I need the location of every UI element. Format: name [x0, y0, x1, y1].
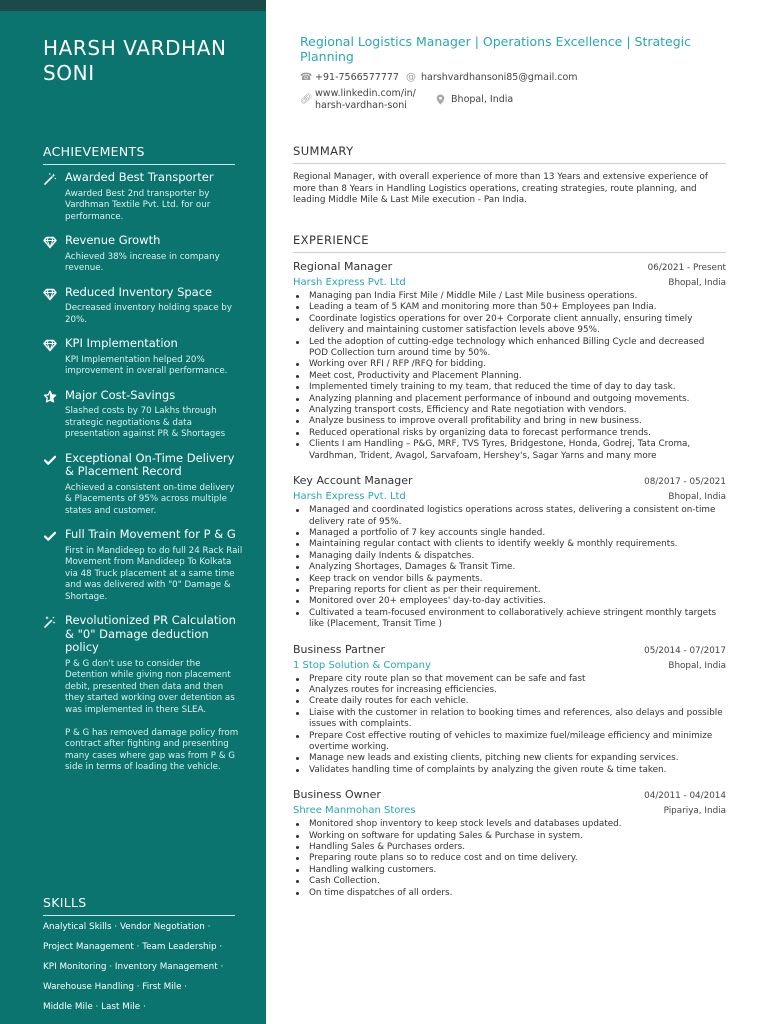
job-bullet: Analyzes routes for increasing efficiencies.: [293, 685, 726, 696]
contact-email[interactable]: [406, 72, 578, 84]
achievements-heading: ACHIEVEMENTS: [43, 144, 235, 165]
job-bullet: Working over RFI / RFP /RFQ for bidding.: [293, 359, 726, 370]
check-icon: [43, 453, 57, 467]
achievement-title: KPI Implementation: [65, 336, 178, 350]
phone-icon: ☎: [300, 72, 313, 83]
achievement-description: Awarded Best 2nd transporter by Vardhman Textile Pvt. Ltd. for our performance.: [65, 188, 211, 222]
job-bullet: Analyzing planning and placement performance of inbound and outgoing movements.: [293, 394, 726, 405]
job-bullet: Handling Sales & Purchases orders.: [293, 842, 726, 853]
job-bullet: Prepare city route plan so that movement can be safe and fast: [293, 674, 726, 685]
job-company: Harsh Express Pvt. Ltd: [293, 491, 406, 503]
contact-location: [436, 94, 513, 109]
magic-icon: [43, 615, 57, 629]
achievement-item: [43, 389, 243, 441]
job-bullet: Managed and coordinated logistics operations across states, delivering a consistent on-time delivery rate of 95%.: [293, 505, 726, 528]
job-bullet: Monitored over 20+ employees' day-to-day activities.: [293, 596, 726, 607]
job-bullet: Managing pan India First Mile / Middle Mile / Last Mile business operations.: [293, 291, 726, 302]
job-dates: 04/2011 - 04/2014: [644, 791, 726, 802]
job-bullet: Validates handling time of complaints by analyzing the given route & time taken.: [293, 765, 726, 776]
skill-row: Analytical Skills · Vendor Negotiation ·: [43, 922, 211, 932]
contact-phone[interactable]: [300, 72, 399, 84]
location-pin-icon: [436, 94, 448, 109]
job-location: Bhopal, India: [668, 492, 726, 503]
job-bullet: Managed a portfolio of 7 key accounts single handed.: [293, 528, 726, 539]
experience-entry: [293, 788, 726, 899]
job-title: Regional Manager: [293, 260, 393, 273]
job-bullet: Keep track on vendor bills & payments.: [293, 574, 726, 585]
job-bullet: Cash Collection.: [293, 876, 726, 887]
link-icon: 🔗︎: [300, 94, 313, 105]
job-bullet: Coordinate logistics operations for over 20+ Corporate client annually, ensuring timely delivery and maintaining customer satisfaction levels above 95%.: [293, 314, 726, 337]
diamond-icon: [43, 235, 57, 249]
phone-text: +91-7566577777: [315, 72, 399, 83]
job-bullet: On time dispatches of all orders.: [293, 888, 726, 899]
sidebar-top-bar: [0, 0, 266, 11]
achievement-description: P & G don't use to consider the Detention while giving non placement debit, presented then data and then they started working over detention as was implemented in there SLEA. P & G has removed damage policy from contract after fighting and presenting many cases where gap was from P & G side in terms of loading the vehicle.: [65, 658, 239, 772]
job-bullets: [293, 505, 726, 630]
job-bullet: Meet cost, Productivity and Placement Planning.: [293, 371, 726, 382]
achievement-description: Decreased inventory holding space by 20%.: [65, 303, 232, 325]
skills-heading: SKILLS: [43, 895, 235, 916]
summary-heading: SUMMARY: [293, 144, 726, 164]
job-bullet: Analyzing Shortages, Damages & Transit Time.: [293, 562, 726, 573]
achievement-title: Revolutionized PR Calculation & "0" Damage deduction policy: [65, 613, 236, 654]
job-bullet: Managing daily Indents & dispatches.: [293, 551, 726, 562]
experience-heading: EXPERIENCE: [293, 233, 726, 253]
job-dates: 06/2021 - Present: [647, 263, 726, 273]
job-bullet: Liaise with the customer in relation to booking times and references, also delays and possible issues with complaints.: [293, 708, 726, 731]
job-title: Business Partner: [293, 642, 385, 656]
candidate-name: HARSH VARDHAN SONI: [43, 36, 227, 85]
skill-row: Middle Mile · Last Mile ·: [43, 1002, 146, 1012]
job-bullets: [293, 819, 726, 899]
job-title: Business Owner: [293, 788, 381, 802]
achievement-description: Achieved 38% increase in company revenue.: [65, 251, 220, 273]
achievement-item: [43, 337, 243, 378]
achievement-item: [43, 234, 243, 275]
linkedin-text: www.linkedin.com/in/ harsh-vardhan-soni: [315, 88, 416, 111]
achievement-item: [43, 614, 243, 774]
job-bullet: Monitored shop inventory to keep stock levels and databases updated.: [293, 819, 726, 830]
contact-linkedin[interactable]: [300, 88, 416, 112]
job-dates: 08/2017 - 05/2021: [644, 477, 726, 488]
achievement-description: First in Mandideep to do full 24 Rack Rail Movement from Mandideep To Kolkata via 48 Truck placement at a same time and was delivered with "0" Damage & Shortage.: [65, 545, 243, 602]
achievement-title: Major Cost-Savings: [65, 387, 176, 402]
job-bullet: Manage new leads and existing clients, pitching new clients for expanding services.: [293, 753, 726, 764]
job-bullet: Preparing reports for client as per their requirement.: [293, 585, 726, 596]
check-icon: [43, 529, 57, 543]
achievement-item: [43, 171, 243, 223]
achievements-list: [43, 171, 243, 785]
achievement-item: [43, 452, 243, 518]
job-location: Bhopal, India: [668, 278, 726, 288]
job-location: Pipariya, India: [663, 806, 726, 817]
job-bullet: Reduced operational risks by organizing data to forecast performance trends.: [293, 428, 726, 439]
job-company: 1 Stop Solution & Company: [293, 659, 431, 671]
skill-row: KPI Monitoring · Inventory Management ·: [43, 962, 224, 972]
job-bullet: Handling walking customers.: [293, 865, 726, 876]
achievement-title: Awarded Best Transporter: [65, 170, 214, 184]
job-bullet: Analyzing transport costs, Efficiency and Rate negotiation with vendors.: [293, 405, 726, 416]
achievement-title: Revenue Growth: [65, 233, 161, 247]
job-bullet: Leading a team of 5 KAM and monitoring more than 50+ Employees pan India.: [293, 302, 726, 313]
experience-list: [293, 260, 726, 911]
at-icon: @: [406, 72, 416, 83]
achievement-description: Achieved a consistent on-time delivery & Placements of 95% across multiple states and customer.: [65, 482, 235, 516]
headline: Regional Logistics Manager | Operations Excellence | Strategic Planning: [300, 34, 692, 64]
job-bullet: Maintaining regular contact with clients to identify weekly & monthly requirements.: [293, 539, 726, 550]
achievement-title: Reduced Inventory Space: [65, 284, 213, 299]
skill-row: Warehouse Handling · First Mile ·: [43, 982, 188, 992]
skill-row: Project Management · Team Leadership ·: [43, 942, 223, 952]
job-bullet: Implemented timely training to my team, that reduced the time of day to day task.: [293, 382, 726, 393]
wand-icon: [43, 172, 57, 186]
job-bullet: Preparing route plans so to reduce cost and on time delivery.: [293, 853, 726, 864]
job-bullet: Clients I am Handling – P&G, MRF, TVS Tyres, Bridgestone, Honda, Godrej, Tata Croma, Vardhman, Trident, Avagol, Sarvafoam, Hershey's, Sagar Yarns and many more: [293, 439, 726, 462]
experience-entry: [293, 260, 726, 462]
job-bullet: Working on software for updating Sales & Purchase in system.: [293, 831, 726, 842]
achievement-item: [43, 286, 243, 327]
achievement-item: [43, 528, 243, 603]
experience-entry: [293, 474, 726, 630]
diamond-icon: [43, 287, 57, 301]
email-text: harshvardhansoni85@gmail.com: [421, 72, 578, 83]
achievement-description: KPI Implementation helped 20% improvement in overall performance.: [65, 354, 228, 376]
job-location: Bhopal, India: [668, 660, 726, 671]
job-bullets: [293, 674, 726, 777]
job-bullets: [293, 291, 726, 462]
star-icon: [43, 390, 57, 404]
diamond-icon: [43, 338, 57, 352]
job-company: Shree Manmohan Stores: [293, 805, 416, 817]
job-bullet: Prepare Cost effective routing of vehicles to maximize fuel/mileage efficiency and minimize overtime working.: [293, 731, 726, 754]
skills-list: [43, 921, 243, 1021]
sidebar: [0, 0, 266, 1024]
achievement-description: Slashed costs by 70 Lakhs through strategic negotiations & data presentation against PR & Shortages: [65, 406, 226, 439]
achievement-title: Exceptional On-Time Delivery & Placement Record: [65, 450, 235, 478]
job-bullet: Led the adoption of cutting-edge technology which enhanced Billing Cycle and decreased POD Collection turn around time by 50%.: [293, 337, 726, 360]
achievement-title: Full Train Movement for P & G: [65, 527, 236, 541]
job-bullet: Create daily routes for each vehicle.: [293, 696, 726, 707]
location-text: Bhopal, India: [451, 94, 514, 105]
summary-text: Regional Manager, with overall experience of more than 13 Years and extensive experience of more than 8 Years in Handling Logistics operations, creating strategies, route planning, and leading Middle Mile & Last Mile execution - Pan India.: [293, 172, 708, 205]
job-bullet: Analyze business to improve overall profitability and bring in new business.: [293, 416, 726, 427]
job-bullet: Cultivated a team-focused environment to collaboratively achieve stringent monthly targets like (Placement, Transit Time ): [293, 608, 726, 631]
job-title: Key Account Manager: [293, 474, 413, 488]
job-dates: 05/2014 - 07/2017: [644, 645, 726, 656]
experience-entry: [293, 643, 726, 777]
job-company: Harsh Express Pvt. Ltd: [293, 277, 406, 288]
